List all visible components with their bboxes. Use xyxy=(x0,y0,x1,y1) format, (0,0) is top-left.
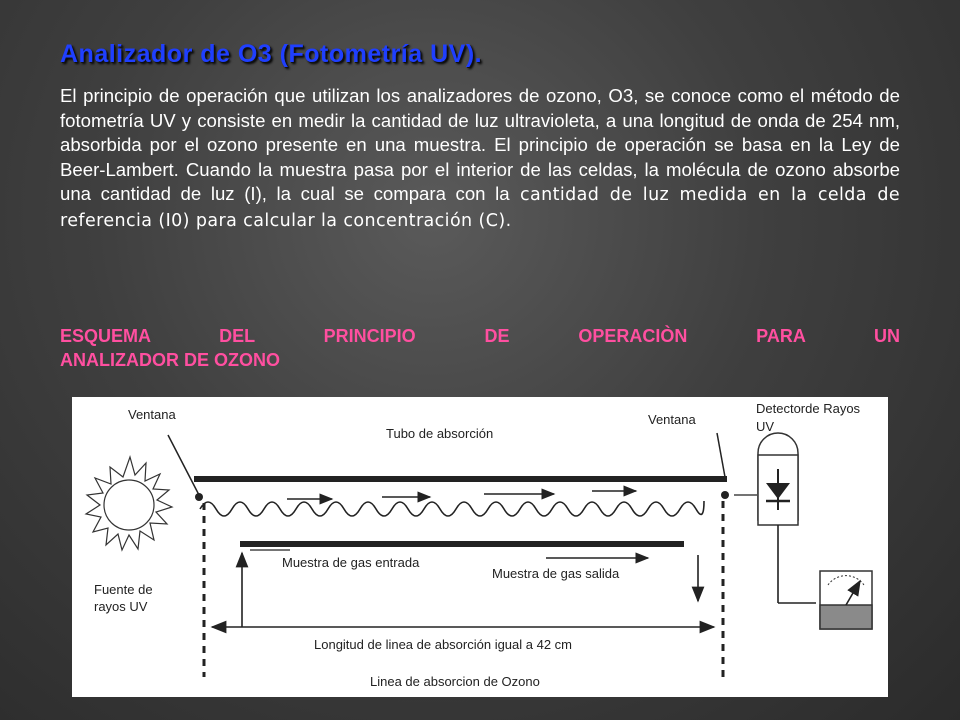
meter-gauge-icon xyxy=(820,571,872,629)
subtitle-line-2: ANALIZADOR DE OZONO xyxy=(60,350,280,370)
label-absorption-tube: Tubo de absorción xyxy=(386,426,494,441)
label-absorption-length: Longitud de linea de absorción igual a 42 cm xyxy=(314,637,573,652)
label-gas-outlet: Muestra de gas salida xyxy=(492,566,620,581)
label-source-line-2: rayos UV xyxy=(94,599,148,614)
label-window-left: Ventana xyxy=(128,407,176,422)
uv-detector-icon xyxy=(758,433,816,603)
label-caption: Linea de absorcion de Ozono xyxy=(370,674,540,689)
label-detector-line-2: UV xyxy=(756,419,775,434)
uv-source-sun-icon xyxy=(86,457,172,550)
left-window-icon xyxy=(195,493,203,501)
label-window-right: Ventana xyxy=(648,412,696,427)
body-text-main: El principio de operación que utilizan los analizadores de ozono, O3, se conoce como el método de fotometría UV y consiste en medir la cantidad de luz ultravioleta, a una longitud de onda de 254 nm, absorbida por el ozono presente en una muestra. El principio de operación se basa en la Ley de Beer-Lambert. Cuando la muestra pasa por el interior de las celdas, la molécula de ozono absorbe una cantidad de luz (I), la cual se compara con la xyxy=(60,85,900,205)
label-gas-inlet: Muestra de gas entrada xyxy=(282,555,420,570)
scheme-subtitle xyxy=(60,324,900,372)
right-window-icon xyxy=(721,491,729,499)
label-source-line-1: Fuente de xyxy=(94,582,153,597)
right-window-pointer xyxy=(717,433,725,477)
subtitle-line-1: ESQUEMA DEL PRINCIPIO DE OPERACIÒN PARA UN xyxy=(60,326,900,346)
left-window-pointer xyxy=(168,435,199,495)
uv-wave xyxy=(200,501,704,516)
diagram-svg xyxy=(72,397,888,697)
slide-title: Analizador de O3 (Fotometría UV). xyxy=(60,40,483,68)
label-detector-line-1: Detectorde Rayos xyxy=(756,401,861,416)
body-paragraph xyxy=(60,84,900,234)
body-text-tail: cantidad de luz medida en la celda de referencia (I0) para calcular la concentración (C). xyxy=(60,185,900,231)
ozone-analyzer-diagram xyxy=(72,397,888,697)
